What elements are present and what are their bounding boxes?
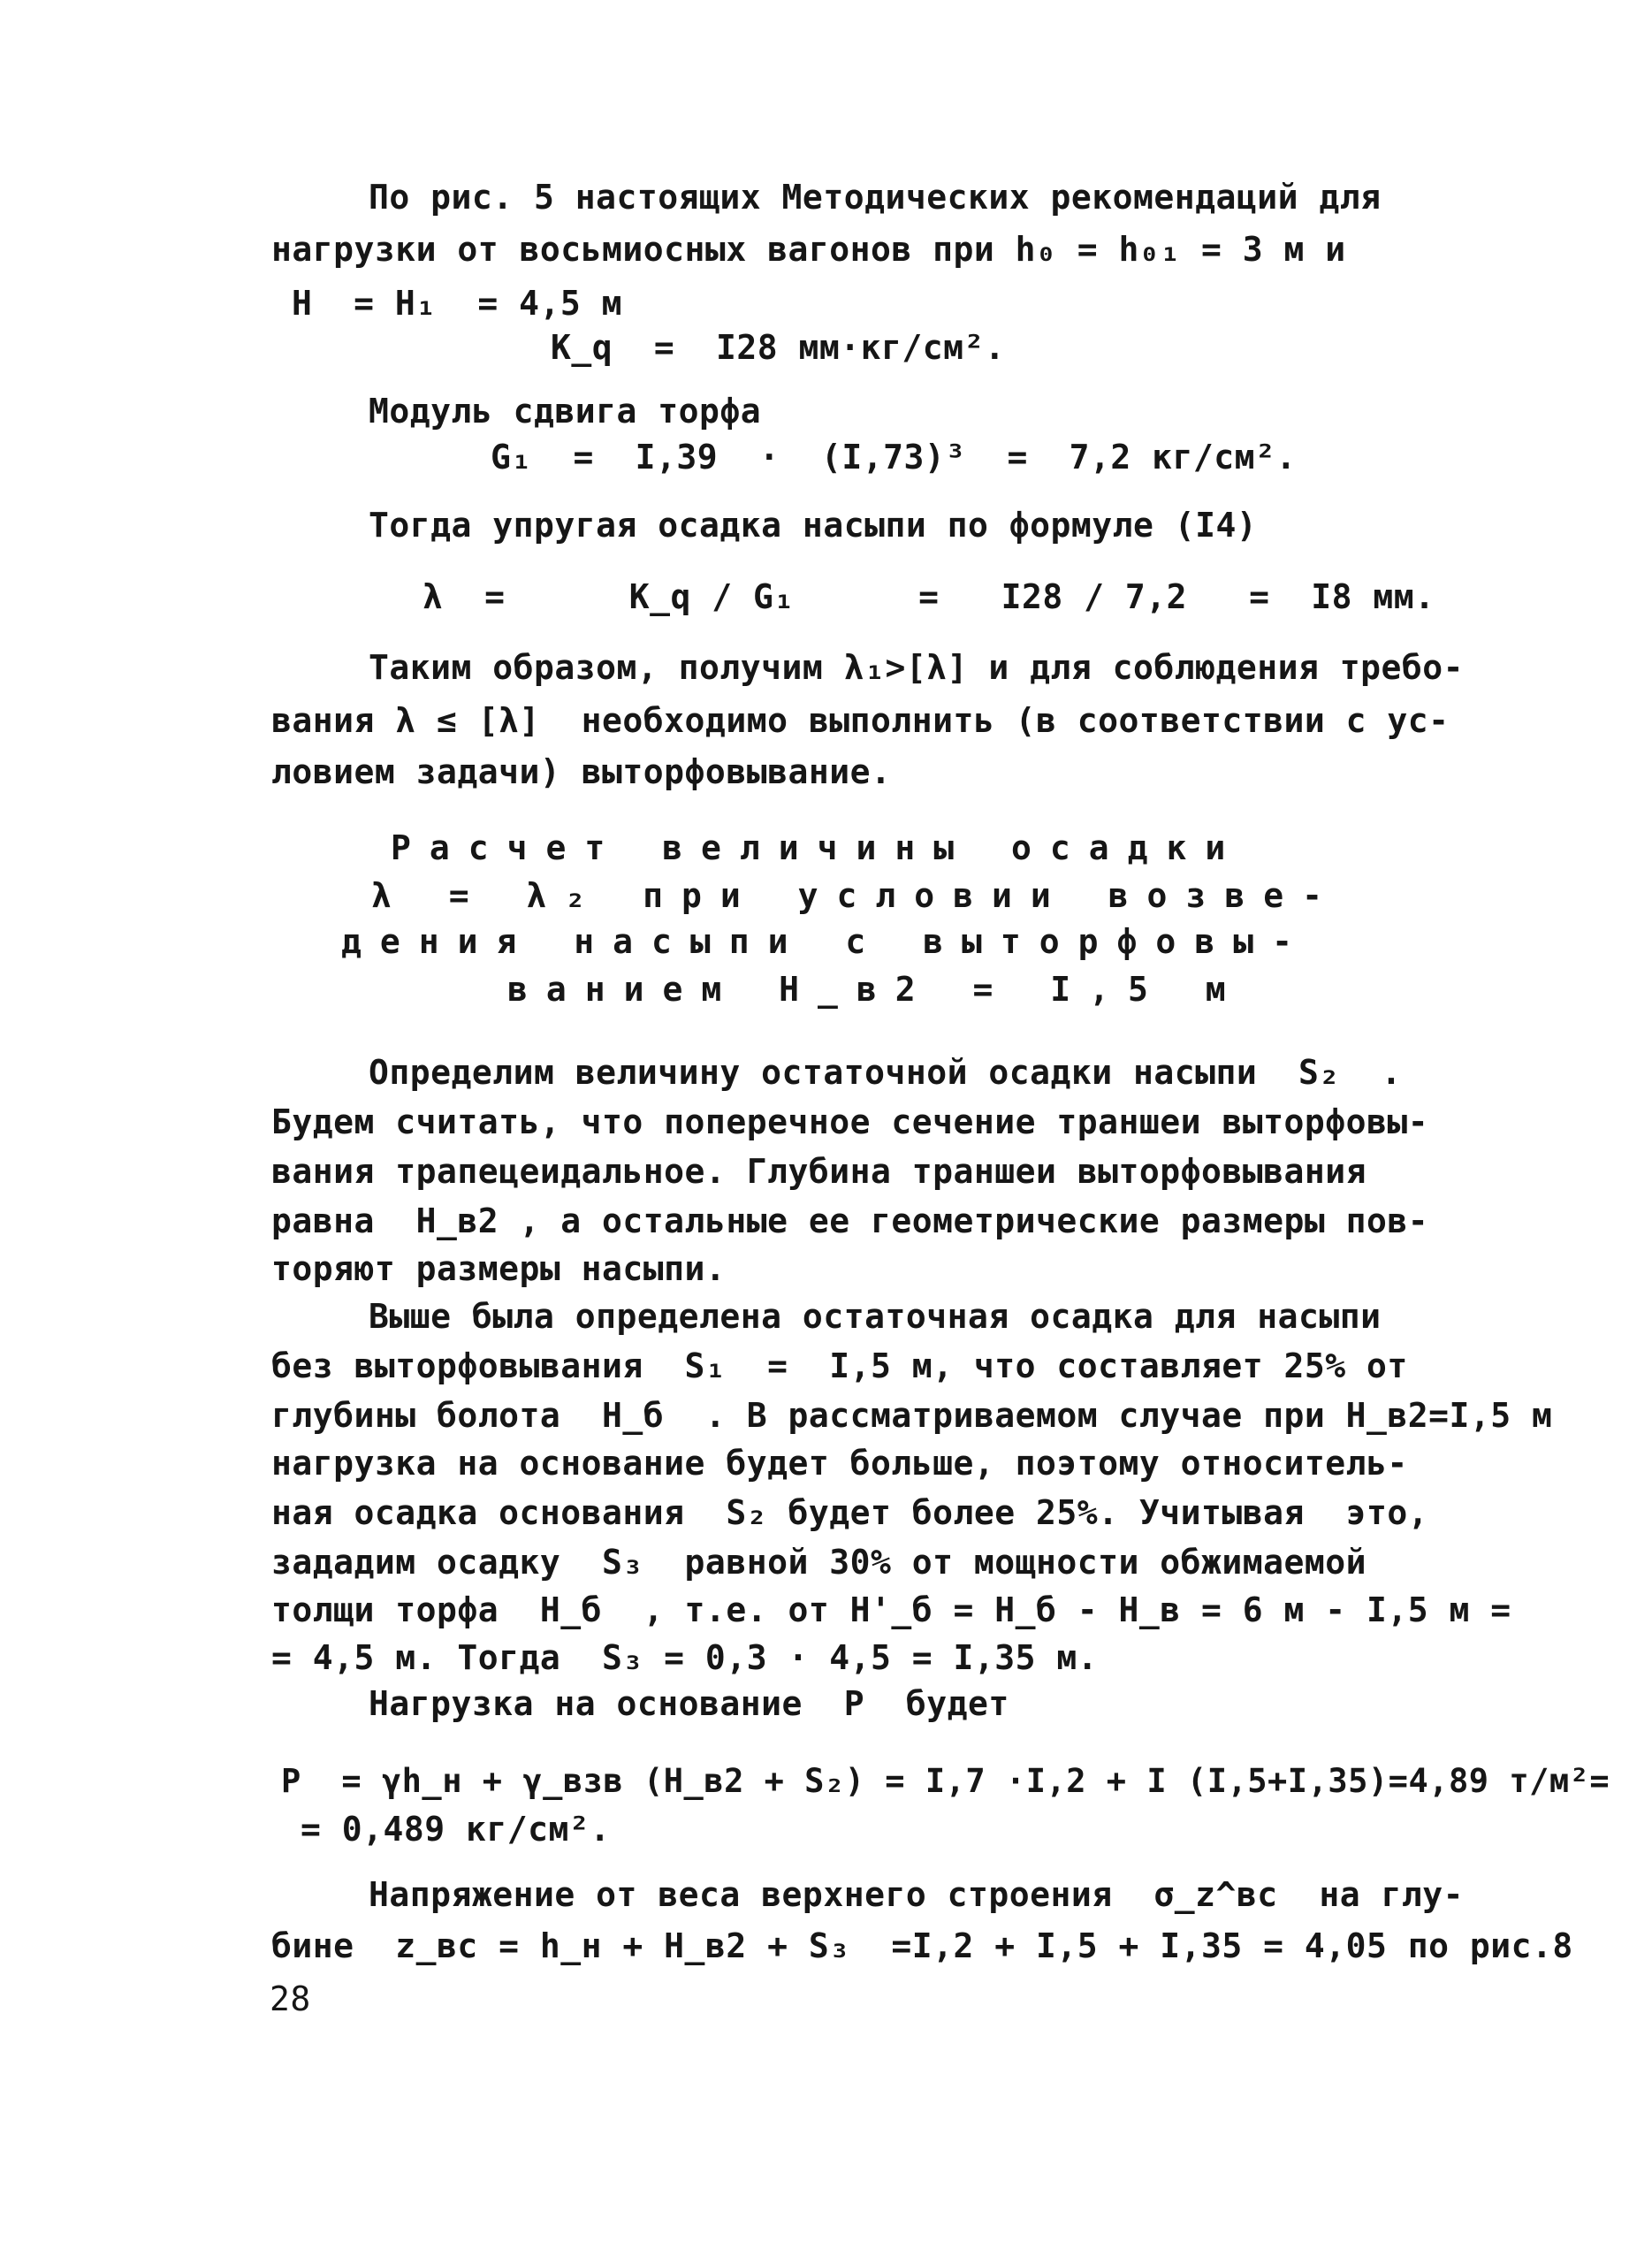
- text-line-21: Выше была определена остаточная осадка для насыпи: [369, 1297, 1382, 1336]
- text-line-26: зададим осадку S₃ равной 30% от мощности обжимаемой: [271, 1543, 1367, 1582]
- text-line-1: По рис. 5 настоящих Методических рекомендаций для: [369, 178, 1382, 217]
- formula-load: P = γh_н + γ_взв (H_в2 + S₂) = I,7 ·I,2 + I (I,5+I,35)=4,89 т/м²=: [281, 1762, 1610, 1800]
- text-line-20: торяют размеры насыпи.: [271, 1249, 727, 1288]
- text-line-5: Модуль сдвига торфа: [369, 392, 762, 431]
- text-line-27: толщи торфа H_б , т.е. от H'_б = H_б - H_в = 6 м - I,5 м =: [271, 1590, 1511, 1629]
- text-line-18: вания трапецеидальное. Глубина траншеи выторфовывания: [271, 1152, 1367, 1191]
- text-line-19: равна H_в2 , а остальные ее геометрические размеры пов-: [271, 1201, 1429, 1240]
- text-line-33: бине z_вс = h_н + H_в2 + S₃ =I,2 + I,5 + I,35 = 4,05 по рис.8: [271, 1926, 1573, 1965]
- formula-lambda: λ = K_q / G₁ = I28 / 7,2 = I8 мм.: [423, 577, 1435, 616]
- text-line-23: глубины болота H_б . В рассматриваемом случае при H_в2=I,5 м: [271, 1396, 1553, 1435]
- text-line-17: Будем считать, что поперечное сечение траншеи выторфовы-: [271, 1102, 1429, 1141]
- text-line-9: Таким образом, получим λ₁>[λ] и для соблюдения требо-: [369, 648, 1465, 687]
- text-line-3: H = H₁ = 4,5 м: [292, 284, 623, 323]
- text-line-22: без выторфовывания S₁ = I,5 м, что составляет 25% от: [271, 1346, 1408, 1385]
- text-line-29: Нагрузка на основание P будет: [369, 1684, 1009, 1723]
- section-heading-line-2: λ = λ₂ при условии возве-: [371, 876, 1341, 915]
- text-line-32: Напряжение от веса верхнего строения σ_z^вс на глу-: [369, 1875, 1465, 1914]
- section-heading-line-3: дения насыпи с выторфовы-: [341, 922, 1311, 961]
- formula-load-result: = 0,489 кг/см².: [301, 1810, 611, 1849]
- text-line-2: нагрузки от восьмиосных вагонов при h₀ = h₀₁ = 3 м и: [271, 230, 1346, 269]
- text-line-16: Определим величину остаточной осадки насыпи S₂ .: [369, 1053, 1402, 1092]
- text-line-25: ная осадка основания S₂ будет более 25%. Учитывая это,: [271, 1493, 1429, 1532]
- text-line-28: = 4,5 м. Тогда S₃ = 0,3 · 4,5 = I,35 м.: [271, 1638, 1099, 1677]
- formula-kq: K_q = I28 мм·кг/см².: [551, 328, 1006, 367]
- text-line-7: Тогда упругая осадка насыпи по формуле (I4): [369, 506, 1258, 545]
- formula-g1: G₁ = I,39 · (I,73)³ = 7,2 кг/см².: [491, 438, 1297, 477]
- text-line-24: нагрузка на основание будет больше, поэтому относитель-: [271, 1444, 1408, 1483]
- page-number: 28: [270, 1979, 311, 2018]
- section-heading-line-4: ванием H_в2 = I,5 м: [507, 970, 1245, 1009]
- section-heading-line-1: Расчет величины осадки: [391, 828, 1245, 867]
- text-line-11: ловием задачи) выторфовывание.: [271, 752, 892, 791]
- text-line-10: вания λ ≤ [λ] необходимо выполнить (в соответствии с ус-: [271, 701, 1450, 740]
